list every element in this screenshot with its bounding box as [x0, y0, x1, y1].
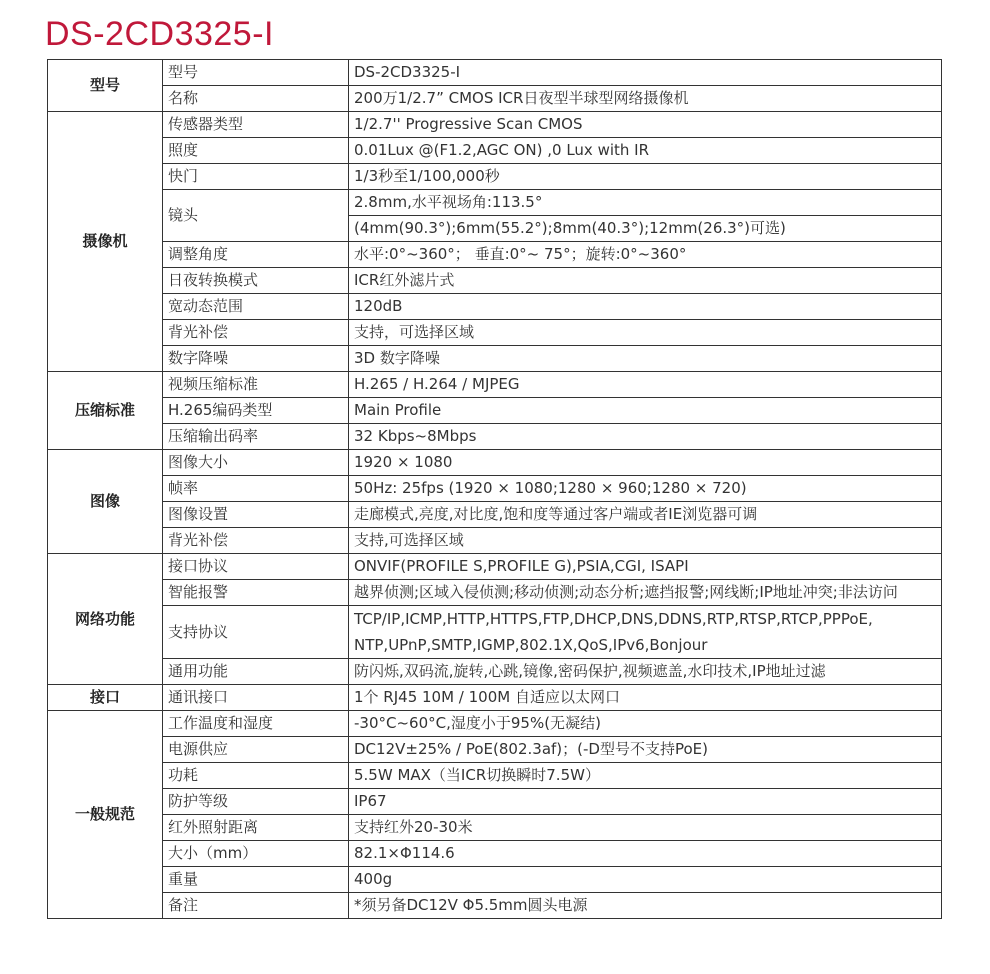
spec-value: 1920 × 1080: [349, 450, 942, 476]
spec-value: 120dB: [349, 294, 942, 320]
section-category: 网络功能: [48, 554, 163, 685]
spec-label: 通讯接口: [163, 685, 349, 711]
spec-label: 图像大小: [163, 450, 349, 476]
spec-row: [48, 580, 942, 606]
spec-label: 日夜转换模式: [163, 268, 349, 294]
spec-value: 水平:0°~360°； 垂直:0°~ 75°；旋转:0°~360°: [349, 242, 942, 268]
spec-value: DS-2CD3325-I: [349, 60, 942, 86]
section-category: 接口: [48, 685, 163, 711]
spec-label: 防护等级: [163, 789, 349, 815]
spec-row: [48, 190, 942, 216]
spec-label: 型号: [163, 60, 349, 86]
spec-label: 智能报警: [163, 580, 349, 606]
spec-value: H.265 / H.264 / MJPEG: [349, 372, 942, 398]
spec-value: 50Hz: 25fps (1920 × 1080;1280 × 960;1280 × 720): [349, 476, 942, 502]
spec-row: [48, 450, 942, 476]
spec-label: H.265编码类型: [163, 398, 349, 424]
spec-value: ICR红外滤片式: [349, 268, 942, 294]
spec-value: 32 Kbps~8Mbps: [349, 424, 942, 450]
spec-value: 防闪烁,双码流,旋转,心跳,镜像,密码保护,视频遮盖,水印技术,IP地址过滤: [349, 659, 942, 685]
spec-value: 0.01Lux @(F1.2,AGC ON) ,0 Lux with IR: [349, 138, 942, 164]
spec-label: 接口协议: [163, 554, 349, 580]
spec-label: 视频压缩标准: [163, 372, 349, 398]
spec-row: [48, 476, 942, 502]
section-category: 一般规范: [48, 711, 163, 919]
spec-row: [48, 815, 942, 841]
spec-value: 1/3秒至1/100,000秒: [349, 164, 942, 190]
spec-row: [48, 789, 942, 815]
spec-row: [48, 554, 942, 580]
spec-row: [48, 138, 942, 164]
spec-row: [48, 112, 942, 138]
spec-label: 背光补偿: [163, 320, 349, 346]
section-category: 压缩标准: [48, 372, 163, 450]
spec-row: [48, 841, 942, 867]
spec-value: IP67: [349, 789, 942, 815]
spec-row: [48, 346, 942, 372]
spec-row: [48, 502, 942, 528]
spec-value: -30°C~60°C,湿度小于95%(无凝结): [349, 711, 942, 737]
spec-label: 宽动态范围: [163, 294, 349, 320]
spec-table: [47, 59, 942, 919]
spec-row: [48, 659, 942, 685]
spec-label: 备注: [163, 893, 349, 919]
spec-label: 功耗: [163, 763, 349, 789]
section-category: 图像: [48, 450, 163, 554]
spec-row: [48, 86, 942, 112]
spec-row: [48, 528, 942, 554]
spec-row: [48, 268, 942, 294]
spec-label: 快门: [163, 164, 349, 190]
spec-value: TCP/IP,ICMP,HTTP,HTTPS,FTP,DHCP,DNS,DDNS,RTP,RTSP,RTCP,PPPoE, NTP,UPnP,SMTP,IGMP,802.1X,QoS,IPv6,Bonjour: [349, 606, 942, 659]
spec-row: [48, 685, 942, 711]
spec-label: 帧率: [163, 476, 349, 502]
spec-row: [48, 164, 942, 190]
spec-value: 1/2.7'' Progressive Scan CMOS: [349, 112, 942, 138]
spec-label: 图像设置: [163, 502, 349, 528]
spec-value: (4mm(90.3°);6mm(55.2°);8mm(40.3°);12mm(26.3°)可选): [349, 216, 942, 242]
spec-value: 支持,可选择区域: [349, 528, 942, 554]
spec-row: [48, 763, 942, 789]
spec-row: [48, 372, 942, 398]
spec-value: 2.8mm,水平视场角:113.5°: [349, 190, 942, 216]
section-category: 摄像机: [48, 112, 163, 372]
spec-label: 数字降噪: [163, 346, 349, 372]
spec-row: [48, 320, 942, 346]
spec-label: 照度: [163, 138, 349, 164]
spec-label: 传感器类型: [163, 112, 349, 138]
spec-label: 压缩输出码率: [163, 424, 349, 450]
spec-value: 3D 数字降噪: [349, 346, 942, 372]
spec-value: DC12V±25% / PoE(802.3af)；(-D型号不支持PoE): [349, 737, 942, 763]
spec-value: 400g: [349, 867, 942, 893]
spec-row: [48, 893, 942, 919]
spec-label: 调整角度: [163, 242, 349, 268]
spec-row: [48, 294, 942, 320]
spec-value: 1个 RJ45 10M / 100M 自适应以太网口: [349, 685, 942, 711]
spec-value: 5.5W MAX（当ICR切换瞬时7.5W）: [349, 763, 942, 789]
spec-label: 红外照射距离: [163, 815, 349, 841]
spec-label: 大小（mm）: [163, 841, 349, 867]
spec-label: 支持协议: [163, 606, 349, 659]
spec-value: 走廊模式,亮度,对比度,饱和度等通过客户端或者IE浏览器可调: [349, 502, 942, 528]
spec-row: [48, 737, 942, 763]
spec-row: [48, 424, 942, 450]
spec-value: Main Profile: [349, 398, 942, 424]
spec-row: [48, 867, 942, 893]
spec-value: 支持，可选择区域: [349, 320, 942, 346]
spec-value: ONVIF(PROFILE S,PROFILE G),PSIA,CGI, ISAPI: [349, 554, 942, 580]
spec-value: 200万1/2.7” CMOS ICR日夜型半球型网络摄像机: [349, 86, 942, 112]
section-category: 型号: [48, 60, 163, 112]
spec-row: [48, 398, 942, 424]
spec-label: 名称: [163, 86, 349, 112]
spec-label: 电源供应: [163, 737, 349, 763]
spec-value: *须另备DC12V Φ5.5mm圆头电源: [349, 893, 942, 919]
spec-row: [48, 606, 942, 659]
spec-label: 背光补偿: [163, 528, 349, 554]
spec-value: 82.1×Φ114.6: [349, 841, 942, 867]
spec-label: 重量: [163, 867, 349, 893]
page-title: DS-2CD3325-I: [45, 15, 274, 53]
spec-row: [48, 60, 942, 86]
spec-value: 支持红外20-30米: [349, 815, 942, 841]
spec-row: [48, 711, 942, 737]
spec-label: 通用功能: [163, 659, 349, 685]
spec-value: 越界侦测;区域入侵侦测;移动侦测;动态分析;遮挡报警;网线断;IP地址冲突;非法访问: [349, 580, 942, 606]
spec-row: [48, 242, 942, 268]
spec-label: 工作温度和湿度: [163, 711, 349, 737]
spec-label: 镜头: [163, 190, 349, 242]
